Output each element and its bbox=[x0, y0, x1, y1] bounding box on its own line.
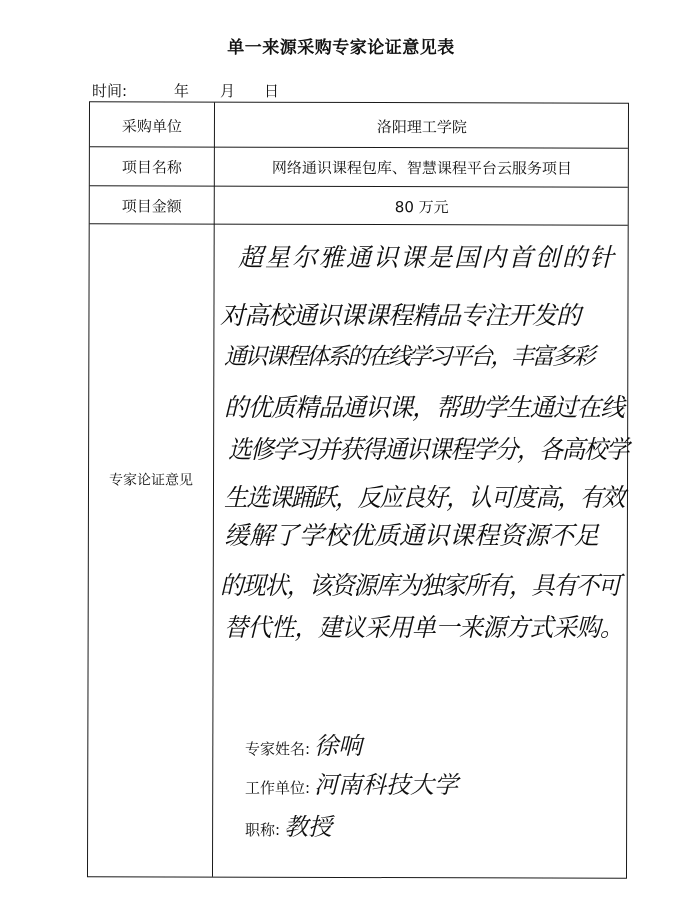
page-title: 单一来源采购专家论证意见表 bbox=[227, 38, 455, 58]
project-name-label: 项目名称 bbox=[121, 158, 182, 177]
project-name-value: 网络通识课程包库、智慧课程平台云服务项目 bbox=[271, 158, 572, 178]
job-title-label: 职称: bbox=[245, 821, 281, 839]
table-row-purchaser bbox=[90, 102, 628, 148]
work-unit-label: 工作单位: bbox=[245, 779, 311, 797]
date-month: 月 bbox=[220, 82, 236, 100]
expert-opinion-label: 专家论证意见 bbox=[109, 472, 194, 489]
purchaser-value: 洛阳理工学院 bbox=[376, 118, 467, 137]
expert-name-signature: 徐响 bbox=[314, 732, 363, 760]
handwritten-line: 超星尔雅通识课是国内首创的针 bbox=[238, 243, 617, 272]
purchaser-label: 采购单位 bbox=[121, 117, 182, 136]
expert-name-line bbox=[245, 726, 362, 761]
date-label: 时间: bbox=[92, 82, 128, 100]
work-unit-handwritten: 河南科技大学 bbox=[314, 771, 459, 799]
job-title-handwritten: 教授 bbox=[284, 813, 333, 841]
project-amount-value: 80 万元 bbox=[394, 198, 449, 217]
handwritten-line: 选修学习并获得通识课程学分，各高校学 bbox=[228, 435, 629, 464]
expert-name-label: 专家姓名: bbox=[245, 740, 311, 758]
handwritten-line: 的现状，该资源库为独家所有，具有不可 bbox=[220, 571, 621, 600]
handwritten-line: 对高校通识课课程精品专注开发的 bbox=[220, 301, 581, 330]
table-row-project-name bbox=[90, 147, 628, 187]
project-amount-label: 项目金额 bbox=[121, 197, 182, 216]
work-unit-line bbox=[245, 765, 458, 800]
handwritten-line: 缓解了学校优质通识课程资源不足 bbox=[224, 521, 600, 550]
handwritten-line: 的优质精品通识课，帮助学生通过在线 bbox=[224, 393, 624, 422]
date-year: 年 bbox=[174, 82, 190, 100]
handwritten-line: 通识课程体系的在线学习平台，丰富多彩 bbox=[224, 344, 593, 370]
job-title-line bbox=[245, 807, 332, 842]
table-row-project-amount bbox=[90, 186, 628, 225]
date-day: 日 bbox=[264, 82, 280, 100]
handwritten-line: 生选课踊跃，反应良好，认可度高，有效 bbox=[224, 483, 625, 512]
handwritten-line: 替代性，建议采用单一来源方式采购。 bbox=[224, 613, 624, 642]
